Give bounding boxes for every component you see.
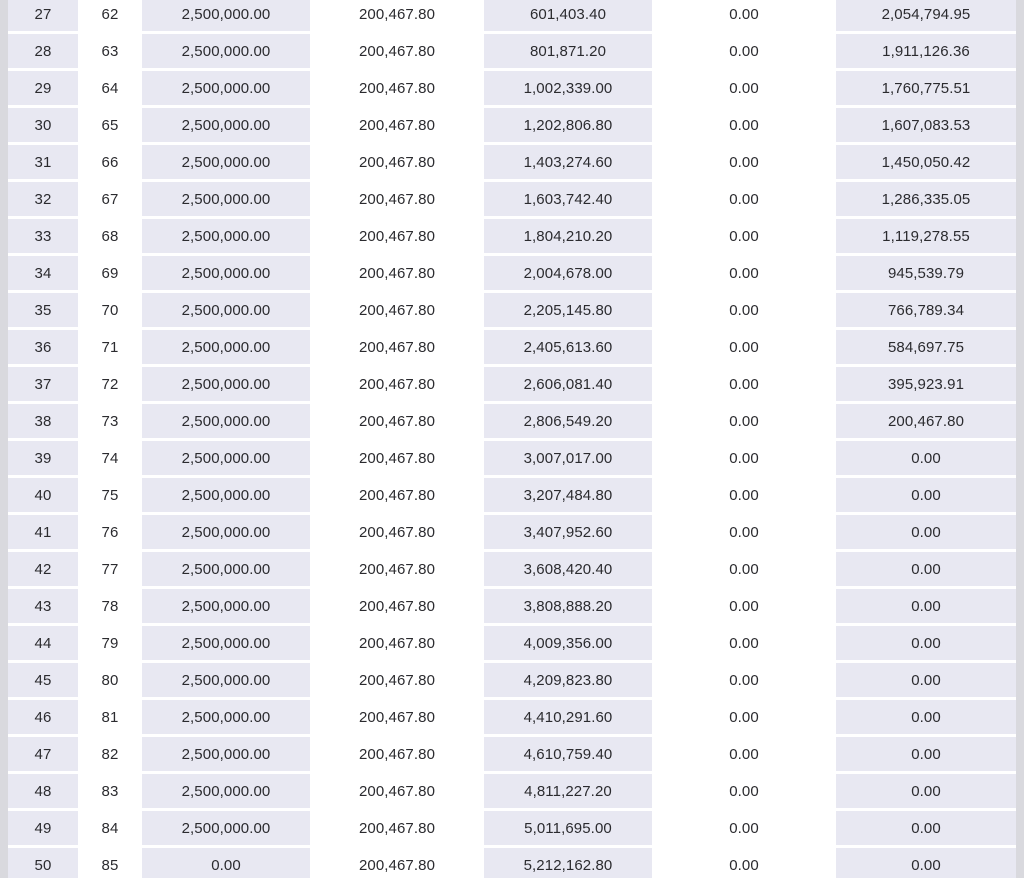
cell-contribution: 2,500,000.00	[142, 515, 310, 552]
cell-bonus: 0.00	[652, 293, 836, 330]
cell-contribution: 0.00	[142, 848, 310, 878]
cell-bonus: 0.00	[652, 441, 836, 478]
cell-no: 48	[8, 774, 78, 811]
cell-balance: 0.00	[836, 552, 1016, 589]
table-row	[8, 293, 1016, 330]
table-row	[8, 700, 1016, 737]
cell-bonus: 0.00	[652, 774, 836, 811]
cell-contribution: 2,500,000.00	[142, 441, 310, 478]
cell-no: 45	[8, 663, 78, 700]
cell-annual-payout: 200,467.80	[310, 663, 484, 700]
cell-balance: 1,286,335.05	[836, 182, 1016, 219]
cell-annual-payout: 200,467.80	[310, 589, 484, 626]
cell-bonus: 0.00	[652, 404, 836, 441]
cell-contribution: 2,500,000.00	[142, 108, 310, 145]
cell-annual-payout: 200,467.80	[310, 478, 484, 515]
cell-cumulative-payout: 4,610,759.40	[484, 737, 652, 774]
cell-annual-payout: 200,467.80	[310, 182, 484, 219]
cell-annual-payout: 200,467.80	[310, 848, 484, 878]
table-row	[8, 589, 1016, 626]
cell-cumulative-payout: 4,009,356.00	[484, 626, 652, 663]
table-row	[8, 515, 1016, 552]
cell-annual-payout: 200,467.80	[310, 71, 484, 108]
cell-annual-payout: 200,467.80	[310, 626, 484, 663]
right-frame-edge	[1016, 0, 1024, 878]
table-row	[8, 663, 1016, 700]
cell-age: 64	[78, 71, 142, 108]
cell-cumulative-payout: 1,202,806.80	[484, 108, 652, 145]
table-row	[8, 626, 1016, 663]
cell-cumulative-payout: 3,207,484.80	[484, 478, 652, 515]
cell-bonus: 0.00	[652, 108, 836, 145]
cell-cumulative-payout: 1,002,339.00	[484, 71, 652, 108]
cell-balance: 1,607,083.53	[836, 108, 1016, 145]
left-frame-edge	[0, 0, 8, 878]
cell-annual-payout: 200,467.80	[310, 219, 484, 256]
cell-no: 28	[8, 34, 78, 71]
cell-cumulative-payout: 5,212,162.80	[484, 848, 652, 878]
cell-cumulative-payout: 2,004,678.00	[484, 256, 652, 293]
cell-no: 39	[8, 441, 78, 478]
cell-balance: 0.00	[836, 737, 1016, 774]
cell-contribution: 2,500,000.00	[142, 626, 310, 663]
cell-balance: 0.00	[836, 774, 1016, 811]
cell-age: 78	[78, 589, 142, 626]
cell-balance: 0.00	[836, 589, 1016, 626]
table-row	[8, 441, 1016, 478]
cell-balance: 1,911,126.36	[836, 34, 1016, 71]
cell-no: 42	[8, 552, 78, 589]
cell-no: 49	[8, 811, 78, 848]
cell-annual-payout: 200,467.80	[310, 441, 484, 478]
cell-no: 38	[8, 404, 78, 441]
cell-cumulative-payout: 1,804,210.20	[484, 219, 652, 256]
cell-cumulative-payout: 4,811,227.20	[484, 774, 652, 811]
cell-no: 36	[8, 330, 78, 367]
cell-age: 81	[78, 700, 142, 737]
cell-bonus: 0.00	[652, 700, 836, 737]
cell-bonus: 0.00	[652, 182, 836, 219]
table-row	[8, 219, 1016, 256]
cell-contribution: 2,500,000.00	[142, 700, 310, 737]
cell-no: 33	[8, 219, 78, 256]
cell-cumulative-payout: 2,606,081.40	[484, 367, 652, 404]
cell-no: 27	[8, 0, 78, 34]
cell-bonus: 0.00	[652, 663, 836, 700]
cell-cumulative-payout: 2,205,145.80	[484, 293, 652, 330]
cell-annual-payout: 200,467.80	[310, 34, 484, 71]
cell-age: 77	[78, 552, 142, 589]
cell-balance: 1,119,278.55	[836, 219, 1016, 256]
cell-balance: 2,054,794.95	[836, 0, 1016, 34]
cell-cumulative-payout: 3,007,017.00	[484, 441, 652, 478]
cell-balance: 0.00	[836, 478, 1016, 515]
cell-contribution: 2,500,000.00	[142, 404, 310, 441]
cell-age: 66	[78, 145, 142, 182]
cell-annual-payout: 200,467.80	[310, 774, 484, 811]
cell-annual-payout: 200,467.80	[310, 0, 484, 34]
table-row	[8, 478, 1016, 515]
cell-age: 68	[78, 219, 142, 256]
cell-annual-payout: 200,467.80	[310, 145, 484, 182]
cell-bonus: 0.00	[652, 515, 836, 552]
cell-no: 30	[8, 108, 78, 145]
cell-age: 72	[78, 367, 142, 404]
table-row	[8, 182, 1016, 219]
cell-annual-payout: 200,467.80	[310, 700, 484, 737]
cell-no: 34	[8, 256, 78, 293]
cell-cumulative-payout: 3,808,888.20	[484, 589, 652, 626]
cell-cumulative-payout: 4,209,823.80	[484, 663, 652, 700]
cell-cumulative-payout: 2,806,549.20	[484, 404, 652, 441]
cell-contribution: 2,500,000.00	[142, 737, 310, 774]
cell-cumulative-payout: 801,871.20	[484, 34, 652, 71]
cell-contribution: 2,500,000.00	[142, 256, 310, 293]
cell-contribution: 2,500,000.00	[142, 811, 310, 848]
cell-bonus: 0.00	[652, 589, 836, 626]
table-row	[8, 0, 1016, 34]
cell-age: 80	[78, 663, 142, 700]
cell-annual-payout: 200,467.80	[310, 256, 484, 293]
cell-no: 41	[8, 515, 78, 552]
cell-no: 35	[8, 293, 78, 330]
cell-age: 79	[78, 626, 142, 663]
cell-contribution: 2,500,000.00	[142, 478, 310, 515]
cell-cumulative-payout: 4,410,291.60	[484, 700, 652, 737]
cell-no: 43	[8, 589, 78, 626]
cell-annual-payout: 200,467.80	[310, 552, 484, 589]
cell-bonus: 0.00	[652, 0, 836, 34]
cell-age: 83	[78, 774, 142, 811]
cell-annual-payout: 200,467.80	[310, 737, 484, 774]
cell-bonus: 0.00	[652, 330, 836, 367]
cell-bonus: 0.00	[652, 219, 836, 256]
cell-contribution: 2,500,000.00	[142, 293, 310, 330]
cell-age: 69	[78, 256, 142, 293]
cell-balance: 0.00	[836, 441, 1016, 478]
cell-contribution: 2,500,000.00	[142, 71, 310, 108]
cell-no: 50	[8, 848, 78, 878]
cell-balance: 395,923.91	[836, 367, 1016, 404]
table-row	[8, 256, 1016, 293]
cell-contribution: 2,500,000.00	[142, 663, 310, 700]
cell-cumulative-payout: 1,603,742.40	[484, 182, 652, 219]
cell-contribution: 2,500,000.00	[142, 0, 310, 34]
cell-bonus: 0.00	[652, 811, 836, 848]
cell-bonus: 0.00	[652, 626, 836, 663]
cell-cumulative-payout: 3,407,952.60	[484, 515, 652, 552]
cell-contribution: 2,500,000.00	[142, 330, 310, 367]
cell-age: 70	[78, 293, 142, 330]
cell-age: 71	[78, 330, 142, 367]
cell-balance: 1,760,775.51	[836, 71, 1016, 108]
cell-balance: 0.00	[836, 626, 1016, 663]
cell-balance: 945,539.79	[836, 256, 1016, 293]
table-row	[8, 737, 1016, 774]
cell-age: 75	[78, 478, 142, 515]
cell-age: 63	[78, 34, 142, 71]
cell-age: 76	[78, 515, 142, 552]
cell-no: 40	[8, 478, 78, 515]
cell-balance: 584,697.75	[836, 330, 1016, 367]
cell-balance: 0.00	[836, 848, 1016, 878]
cell-balance: 200,467.80	[836, 404, 1016, 441]
cell-balance: 0.00	[836, 811, 1016, 848]
cell-contribution: 2,500,000.00	[142, 182, 310, 219]
cell-age: 85	[78, 848, 142, 878]
table-row	[8, 848, 1016, 878]
cell-age: 84	[78, 811, 142, 848]
table-row	[8, 71, 1016, 108]
table-row	[8, 774, 1016, 811]
cell-annual-payout: 200,467.80	[310, 293, 484, 330]
table-row	[8, 145, 1016, 182]
cell-no: 44	[8, 626, 78, 663]
cell-age: 67	[78, 182, 142, 219]
cell-balance: 0.00	[836, 663, 1016, 700]
cell-no: 46	[8, 700, 78, 737]
payout-schedule-table	[8, 0, 1016, 878]
cell-bonus: 0.00	[652, 256, 836, 293]
cell-cumulative-payout: 1,403,274.60	[484, 145, 652, 182]
cell-bonus: 0.00	[652, 737, 836, 774]
cell-annual-payout: 200,467.80	[310, 367, 484, 404]
cell-contribution: 2,500,000.00	[142, 552, 310, 589]
cell-no: 31	[8, 145, 78, 182]
cell-contribution: 2,500,000.00	[142, 774, 310, 811]
cell-cumulative-payout: 2,405,613.60	[484, 330, 652, 367]
table-row	[8, 367, 1016, 404]
cell-balance: 1,450,050.42	[836, 145, 1016, 182]
cell-age: 74	[78, 441, 142, 478]
cell-balance: 766,789.34	[836, 293, 1016, 330]
cell-age: 62	[78, 0, 142, 34]
cell-bonus: 0.00	[652, 367, 836, 404]
table-row	[8, 552, 1016, 589]
cell-no: 37	[8, 367, 78, 404]
table-row	[8, 811, 1016, 848]
cell-cumulative-payout: 3,608,420.40	[484, 552, 652, 589]
cell-bonus: 0.00	[652, 552, 836, 589]
cell-annual-payout: 200,467.80	[310, 108, 484, 145]
cell-annual-payout: 200,467.80	[310, 515, 484, 552]
cell-bonus: 0.00	[652, 71, 836, 108]
cell-contribution: 2,500,000.00	[142, 589, 310, 626]
cell-annual-payout: 200,467.80	[310, 330, 484, 367]
cell-balance: 0.00	[836, 700, 1016, 737]
cell-contribution: 2,500,000.00	[142, 219, 310, 256]
table-row	[8, 108, 1016, 145]
cell-contribution: 2,500,000.00	[142, 34, 310, 71]
cell-contribution: 2,500,000.00	[142, 145, 310, 182]
cell-age: 73	[78, 404, 142, 441]
cell-cumulative-payout: 5,011,695.00	[484, 811, 652, 848]
cell-no: 32	[8, 182, 78, 219]
cell-no: 29	[8, 71, 78, 108]
cell-no: 47	[8, 737, 78, 774]
table-row	[8, 330, 1016, 367]
cell-cumulative-payout: 601,403.40	[484, 0, 652, 34]
cell-bonus: 0.00	[652, 848, 836, 878]
table-row	[8, 34, 1016, 71]
table-row	[8, 404, 1016, 441]
cell-age: 82	[78, 737, 142, 774]
cell-balance: 0.00	[836, 515, 1016, 552]
cell-bonus: 0.00	[652, 34, 836, 71]
cell-annual-payout: 200,467.80	[310, 404, 484, 441]
cell-bonus: 0.00	[652, 478, 836, 515]
cell-bonus: 0.00	[652, 145, 836, 182]
cell-age: 65	[78, 108, 142, 145]
cell-contribution: 2,500,000.00	[142, 367, 310, 404]
cell-annual-payout: 200,467.80	[310, 811, 484, 848]
